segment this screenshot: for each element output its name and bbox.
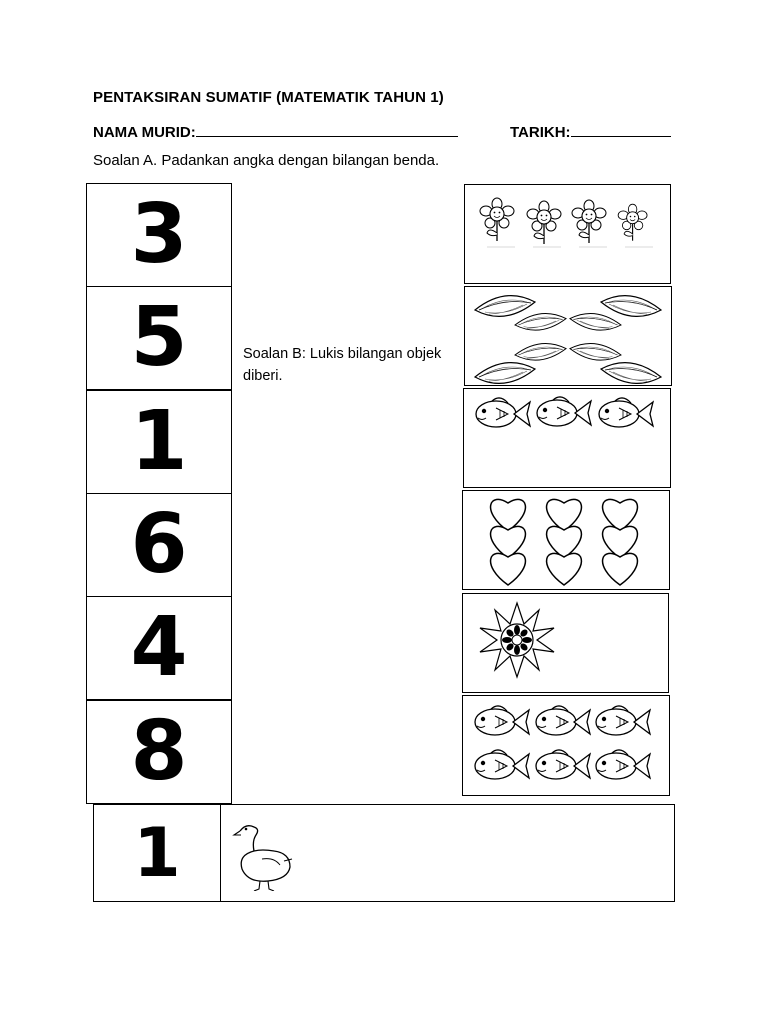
sunflower-icon: [463, 594, 668, 692]
question-b-instruction: Soalan B: Lukis bilangan objek diberi.: [243, 346, 442, 384]
number-box[interactable]: [86, 596, 232, 700]
number-box[interactable]: [86, 286, 232, 390]
picture-box-fish-three[interactable]: [463, 388, 671, 488]
question-a-instruction: Soalan A. Padankan angka dengan bilangan benda.: [93, 152, 440, 169]
date-label: TARIKH:: [510, 124, 571, 141]
number-box[interactable]: [86, 390, 232, 494]
picture-box-hearts[interactable]: [462, 490, 670, 590]
student-name-label: NAMA MURID:: [93, 124, 196, 141]
date-row: [510, 122, 671, 141]
picture-box-flowers[interactable]: [464, 184, 671, 284]
picture-box-leaves[interactable]: [464, 286, 672, 386]
picture-box-fish-six[interactable]: [462, 695, 670, 796]
drawing-area[interactable]: [220, 805, 674, 901]
leaf-group-icon: [465, 287, 671, 385]
question-b-number: [94, 805, 221, 901]
number-label: 6: [130, 497, 188, 592]
number-box[interactable]: [86, 183, 232, 287]
fish-group-icon: [464, 389, 670, 487]
number-label: 3: [130, 187, 188, 282]
number-label: 4: [130, 600, 188, 695]
flower-group-icon: [465, 185, 670, 283]
number-label: 1: [130, 394, 188, 489]
date-field[interactable]: [571, 122, 671, 137]
heart-group-icon: [463, 491, 669, 589]
number-box[interactable]: [86, 700, 232, 804]
number-label: 8: [130, 704, 188, 799]
page-title: PENTAKSIRAN SUMATIF (MATEMATIK TAHUN 1): [93, 89, 444, 106]
number-box[interactable]: [86, 493, 232, 597]
fish-group-icon: [463, 696, 669, 795]
number-label: 5: [130, 290, 188, 385]
picture-box-sunflower[interactable]: [462, 593, 669, 693]
question-b-number-label: 1: [133, 813, 181, 893]
question-b-row: [93, 804, 675, 902]
student-name-field[interactable]: [196, 122, 458, 137]
student-name-row: [93, 122, 458, 141]
